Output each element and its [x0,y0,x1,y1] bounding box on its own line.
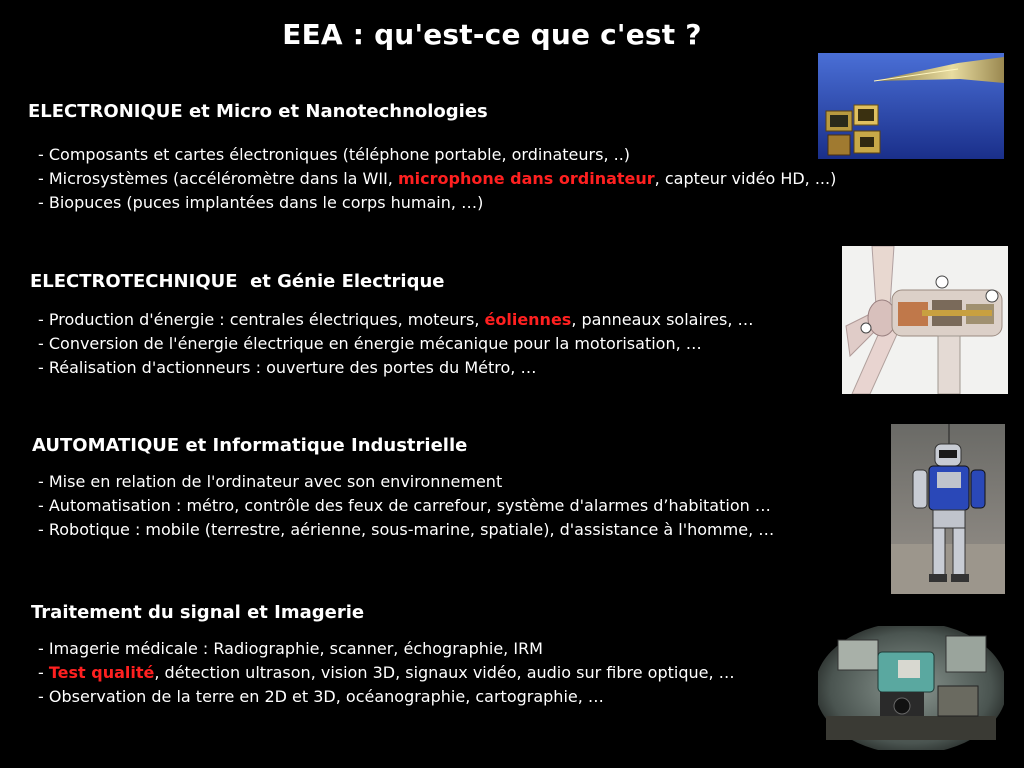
page-title: EEA : qu'est-ce que c'est ? [282,18,702,51]
bullet-line: - Robotique : mobile (terrestre, aérienne, sous-marine, spatiale), d'assistance à l'homme, … [38,520,775,539]
microchip-components-photo [818,53,1004,159]
bullet-text: , détection ultrason, vision 3D, signaux vidéo, audio sur fibre optique, … [154,663,735,682]
highlight-text: microphone dans ordinateur [397,169,655,188]
section-heading-electronique: ELECTRONIQUE et Micro et Nanotechnologies [28,101,488,122]
bullet-line [38,661,735,685]
bullet-line: - Automatisation : métro, contrôle des feux de carrefour, système d'alarmes d’habitation … [38,496,771,515]
bullet-text: , capteur vidéo HD, ...) [654,169,837,188]
section-bullets-automatique [38,470,774,542]
bullet-line: - Observation de la terre en 2D et 3D, océanographie, cartographie, … [38,687,604,706]
section-heading-automatique: AUTOMATIQUE et Informatique Industrielle [32,435,468,456]
bullet-text: - Microsystèmes (accéléromètre dans la WII, [38,169,398,188]
bullet-line [38,167,836,191]
section-bullets-traitement-signal [38,637,735,709]
bullet-line: - Réalisation d'actionneurs : ouverture des portes du Métro, … [38,358,537,377]
section-bullets-electrotechnique [38,308,753,380]
humanoid-robot-photo [891,424,1005,594]
bullet-line: - Conversion de l'énergie électrique en énergie mécanique pour la motorisation, … [38,334,702,353]
bullet-text: , panneaux solaires, … [571,310,754,329]
section-heading-traitement-signal: Traitement du signal et Imagerie [31,602,365,623]
bullet-line: - Mise en relation de l'ordinateur avec son environnement [38,472,503,491]
lab-camera-fisheye-photo [818,626,1004,750]
bullet-text: - [38,663,49,682]
bullet-text: - Production d'énergie : centrales électriques, moteurs, [38,310,485,329]
bullet-line: - Composants et cartes électroniques (téléphone portable, ordinateurs, ..) [38,145,631,164]
wind-turbine-nacelle-diagram [842,246,1008,394]
highlight-text: Test qualité [48,663,155,682]
highlight-text: éoliennes [484,310,572,329]
section-heading-electrotechnique: ELECTROTECHNIQUE et Génie Electrique [30,271,445,292]
bullet-line [38,308,753,332]
bullet-line: - Biopuces (puces implantées dans le corps humain, …) [38,193,484,212]
bullet-line: - Imagerie médicale : Radiographie, scanner, échographie, IRM [38,639,543,658]
section-bullets-electronique [38,143,836,215]
